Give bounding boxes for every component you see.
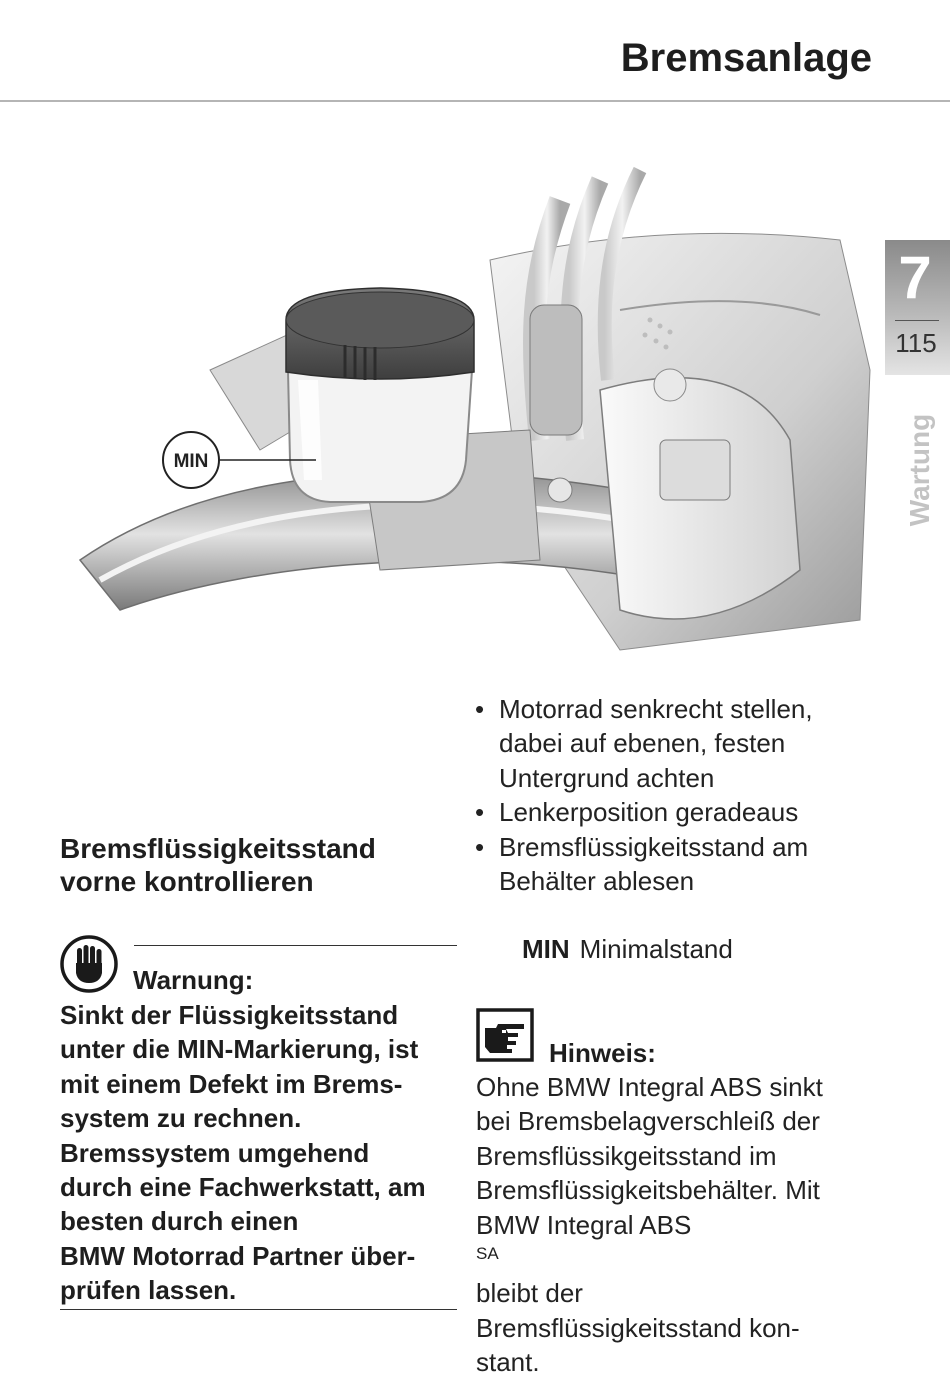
procedure-steps <box>475 692 915 898</box>
note-line: bei Bremsbelagverschleiß der <box>476 1106 820 1137</box>
step-line: Behälter ablesen <box>499 866 695 897</box>
section-heading <box>60 832 460 898</box>
warning-line: mit einem Defekt im Brems- <box>60 1068 403 1099</box>
note-title: Hinweis: <box>549 1038 656 1068</box>
note-line-abs <box>476 1208 916 1311</box>
brake-reservoir-illustration <box>60 140 880 680</box>
legend-row <box>522 934 733 965</box>
section-label-vertical: Wartung <box>904 413 935 527</box>
note-text <box>476 1070 916 1380</box>
legend-value: Minimalstand <box>579 934 733 964</box>
note-abs-superscript: SA <box>476 1244 499 1264</box>
step-item <box>475 830 915 899</box>
header-rule <box>0 100 950 102</box>
warning-line: durch eine Fachwerkstatt, am <box>60 1172 426 1203</box>
step-line: • Lenkerposition geradeaus <box>499 797 799 828</box>
note-line: Bremsflüssikgeitsstand im <box>476 1140 777 1171</box>
step-line: • Bremsflüssigkeitsstand am <box>499 831 809 862</box>
warning-line: Sinkt der Flüssigkeitsstand <box>60 1000 399 1030</box>
warning-text <box>60 998 460 1308</box>
warning-line: BMW Motorrad Partner über- <box>60 1240 416 1271</box>
page-title: Bremsanlage <box>620 36 872 80</box>
warning-rule-top <box>134 945 457 946</box>
chapter-tab <box>885 240 950 375</box>
note-line: Bremsflüssigkeitsstand kon- <box>476 1312 800 1343</box>
step-line: dabei auf ebenen, festen <box>499 728 786 759</box>
section-heading-line: Bremsflüssigkeitsstand <box>60 833 376 864</box>
warning-line: besten durch einen <box>60 1206 299 1237</box>
note-abs-prefix: BMW Integral ABS <box>476 1209 692 1240</box>
chapter-divider <box>895 320 939 321</box>
section-heading-line: vorne kontrollieren <box>60 866 314 897</box>
note-line: Bremsflüssigkeitsbehälter. Mit <box>476 1175 820 1206</box>
warning-title: Warnung: <box>133 965 254 995</box>
warning-line: Bremssystem umgehend <box>60 1137 370 1168</box>
chapter-number: 7 <box>898 244 932 311</box>
warning-line: system zu rechnen. <box>60 1103 302 1134</box>
note-abs-suffix: bleibt der <box>476 1278 583 1309</box>
step-line: Untergrund achten <box>499 762 715 793</box>
warning-line: unter die MIN-Markierung, ist <box>60 1034 419 1065</box>
warning-rule-bottom <box>60 1309 457 1310</box>
note-line: Ohne BMW Integral ABS sinkt <box>476 1072 823 1102</box>
legend-key: MIN <box>522 934 570 964</box>
step-item <box>475 795 915 829</box>
note-line: stant. <box>476 1347 540 1378</box>
stop-hand-icon <box>60 935 118 993</box>
warning-line: prüfen lassen. <box>60 1275 237 1306</box>
page-number: 115 <box>895 328 937 358</box>
pointing-hand-note-icon <box>476 1008 534 1062</box>
min-callout-label: MIN <box>173 451 209 472</box>
step-line: • Motorrad senkrecht stellen, <box>499 694 813 724</box>
step-item <box>475 692 915 795</box>
